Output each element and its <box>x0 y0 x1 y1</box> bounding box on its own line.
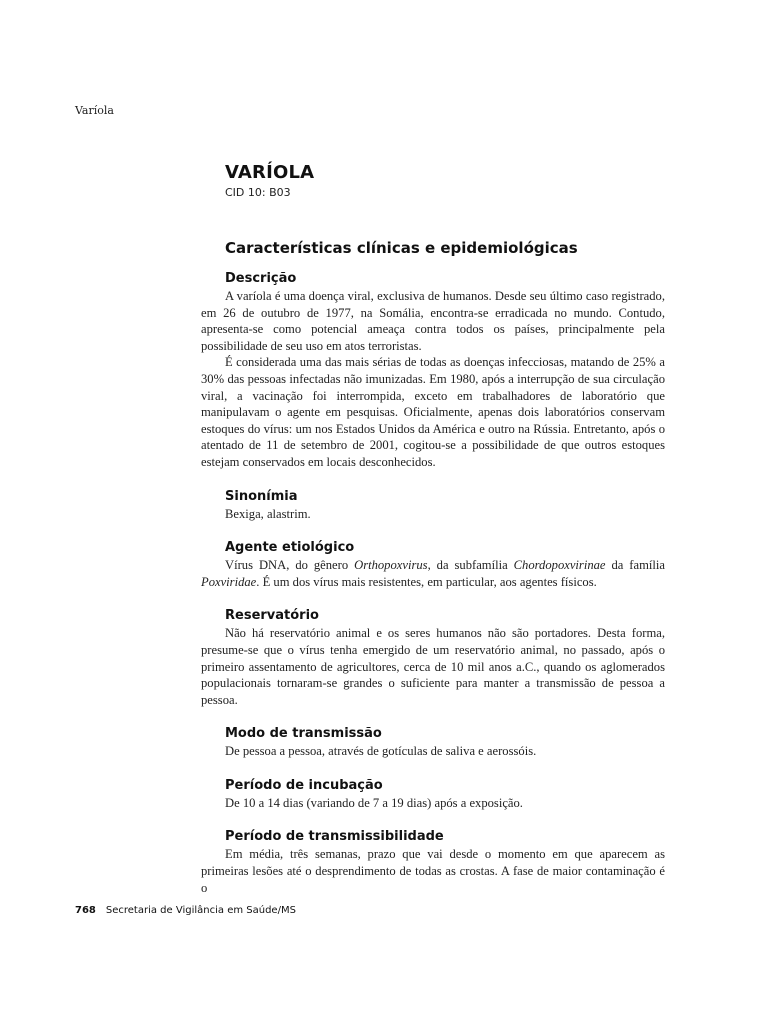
incubacao-text: De 10 a 14 dias (variando de 7 a 19 dias) após a exposição. <box>225 795 523 810</box>
transmissibilidade-text: Em média, três semanas, prazo que vai desde o momento em que aparecem as primeiras lesões até o desprendimento de todas as crostas. A fase de maior contaminação é o <box>201 847 665 895</box>
heading-descricao: Descrição <box>225 271 297 286</box>
sinonimia-text: Bexiga, alastrim. <box>225 506 311 521</box>
section-transmissao <box>201 726 665 760</box>
section-title: Características clínicas e epidemiológicas <box>225 239 578 257</box>
agente-text-1: Vírus DNA, do gênero <box>225 558 355 573</box>
section-transmissibilidade <box>201 829 665 896</box>
publisher-name: Secretaria de Vigilância em Saúde/MS <box>105 905 296 916</box>
reservatorio-text: Não há reservatório animal e os seres humanos não são portadores. Desta forma, presume-se que o vírus tenha emergido de um reservatório animal, no passado, após o primeiro assentamento de agricultores, cerca de 10 mil anos a.C., quando os aglomerados populacionais tornaram-se grandes o suficiente para manter a transmissão de pessoa a pessoa. <box>201 626 665 707</box>
page-footer <box>75 905 296 916</box>
cid-code: CID 10: B03 <box>225 186 291 199</box>
section-descricao <box>201 271 665 471</box>
family-name: Poxviridae <box>201 574 257 589</box>
section-incubacao <box>201 778 665 812</box>
descricao-paragraph-2: É considerada uma das mais sérias de todas as doenças infecciosas, matando de 25% a 30% das pessoas infectadas não imunizadas. Em 1980, após a interrupção de sua circulação viral, a vacinação foi interrompida, exceto em trabalhadores de laboratório que manipulavam o agente em pesquisas. Oficialmente, apenas dois laboratórios conservam estoques do vírus: um nos Estados Unidos da América e outro na Rússia. Entretanto, após o atentado de 11 de setembro de 2001, cogitou-se a possibilidade de que outros estoques estejam conservados em locais desconhecidos. <box>201 355 665 469</box>
heading-agente: Agente etiológico <box>225 540 355 556</box>
heading-sinonimia: Sinonímia <box>225 488 298 504</box>
heading-transmissao: Modo de transmissão <box>225 726 382 742</box>
section-sinonimia <box>201 489 665 523</box>
transmissao-text: De pessoa a pessoa, através de gotículas de saliva e aerossóis. <box>225 744 537 759</box>
section-reservatorio <box>201 608 665 708</box>
page-content <box>201 162 665 896</box>
chapter-title: VARÍOLA <box>225 162 315 183</box>
agente-text <box>201 557 665 590</box>
subfamily-name: Chordopoxvirinae <box>513 558 606 573</box>
heading-transmissibilidade: Período de transmissibilidade <box>225 829 444 845</box>
genus-name: Orthopoxvirus <box>354 558 428 573</box>
agente-text-4: . É um dos vírus mais resistentes, em particular, aos agentes físicos. <box>256 574 597 589</box>
section-agente <box>201 540 665 590</box>
agente-text-3: da família <box>605 558 665 573</box>
agente-text-2: , da subfamília <box>427 558 514 573</box>
running-head: Varíola <box>75 104 114 117</box>
heading-reservatorio: Reservatório <box>225 608 319 624</box>
page-number: 768 <box>75 905 96 916</box>
heading-incubacao: Período de incubação <box>225 777 383 793</box>
descricao-paragraph-1: A varíola é uma doença viral, exclusiva de humanos. Desde seu último caso registrado, em 26 de outubro de 1977, na Somália, encontra-se erradicada no mundo. Contudo, apresenta-se como potencial ameaça contra todos os países, principalmente pela possibilidade de seu uso em atos terroristas. <box>201 289 665 353</box>
